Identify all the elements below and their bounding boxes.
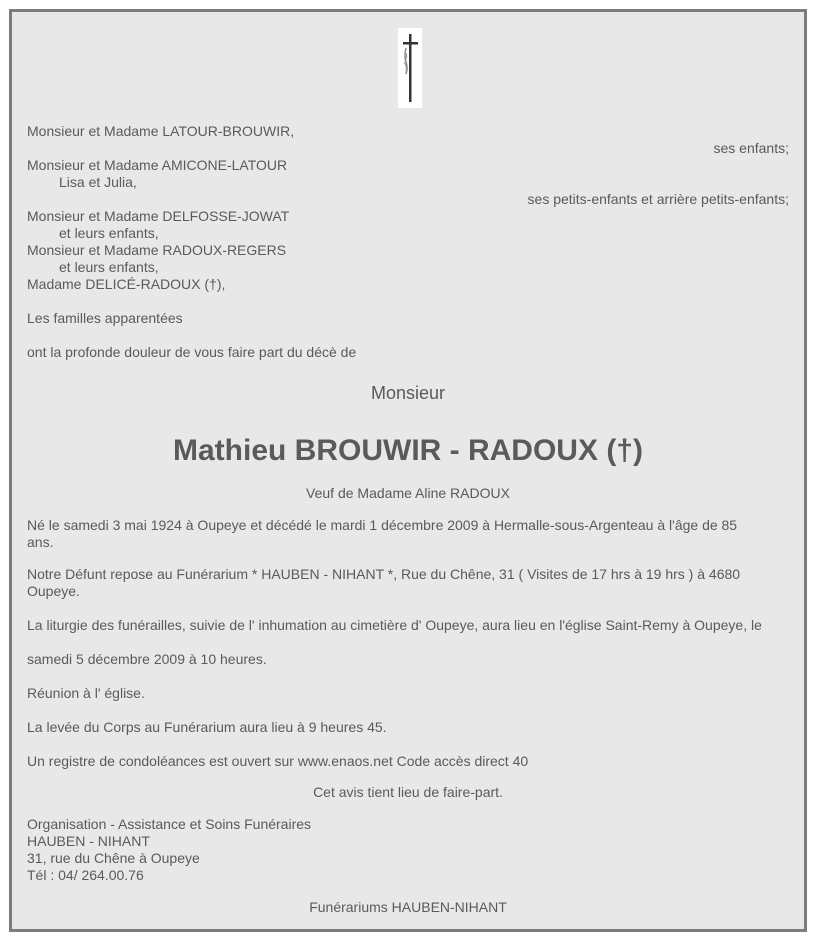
obituary-card [9,9,807,932]
grandchildren-label: ses petits-enfants et arrière petits-enfants; [527,191,789,207]
organisation-line-2: HAUBEN - NIHANT [27,833,150,849]
relatives-line: Les familles apparentées [27,310,183,326]
meeting-line: Réunion à l' église. [27,685,145,701]
rest-line-1: Notre Défunt repose au Funérarium * HAUBEN - NIHANT *, Rue du Chêne, 31 ( Visites de 17 hrs à 19 hrs ) à 4680 [27,566,741,582]
organisation-line-3: 31, rue du Chêne à Oupeye [27,850,200,866]
levee-line: La levée du Corps au Funérarium aura lieu à 9 heures 45. [27,719,387,735]
family-line-3: Lisa et Julia, [59,174,137,190]
widower-line: Veuf de Madame Aline RADOUX [306,485,510,501]
organisation-phone: Tél : 04/ 264.00.76 [27,867,144,883]
family-line-4: Monsieur et Madame DELFOSSE-JOWAT [27,208,290,224]
register-line: Un registre de condoléances est ouvert sur www.enaos.net Code accès direct 40 [27,753,529,769]
family-line-2: Monsieur et Madame AMICONE-LATOUR [27,157,288,173]
date-line: samedi 5 décembre 2009 à 10 heures. [27,651,267,667]
family-line-1: Monsieur et Madame LATOUR-BROUWIR, [27,123,295,139]
family-line-7: et leurs enfants, [59,259,159,275]
announce-line: ont la profonde douleur de vous faire part du décè de [27,344,357,360]
cross-icon [398,28,422,108]
family-line-8: Madame DELICÉ-RADOUX (†), [27,276,226,292]
family-line-5: et leurs enfants, [59,225,159,241]
liturgy-line: La liturgie des funérailles, suivie de l' inhumation au cimetière d' Oupeye, aura lieu en l'église Saint-Remy à Oupeye, le [27,617,762,633]
deceased-title: Monsieur [370,383,446,403]
notice-line: Cet avis tient lieu de faire-part. [313,784,503,800]
rest-line-2: Oupeye. [27,583,80,599]
children-label: ses enfants; [713,140,789,156]
family-line-6: Monsieur et Madame RADOUX-REGERS [27,242,287,258]
footer: Funérariums HAUBEN-NIHANT [309,899,507,915]
deceased-name: Mathieu BROUWIR - RADOUX (†) [173,434,643,467]
birth-line-1: Né le samedi 3 mai 1924 à Oupeye et décédé le mardi 1 décembre 2009 à Hermalle-sous-Argenteau à l'âge de 85 [27,517,738,533]
organisation-line-1: Organisation - Assistance et Soins Funéraires [27,816,312,832]
birth-line-2: ans. [27,534,54,550]
